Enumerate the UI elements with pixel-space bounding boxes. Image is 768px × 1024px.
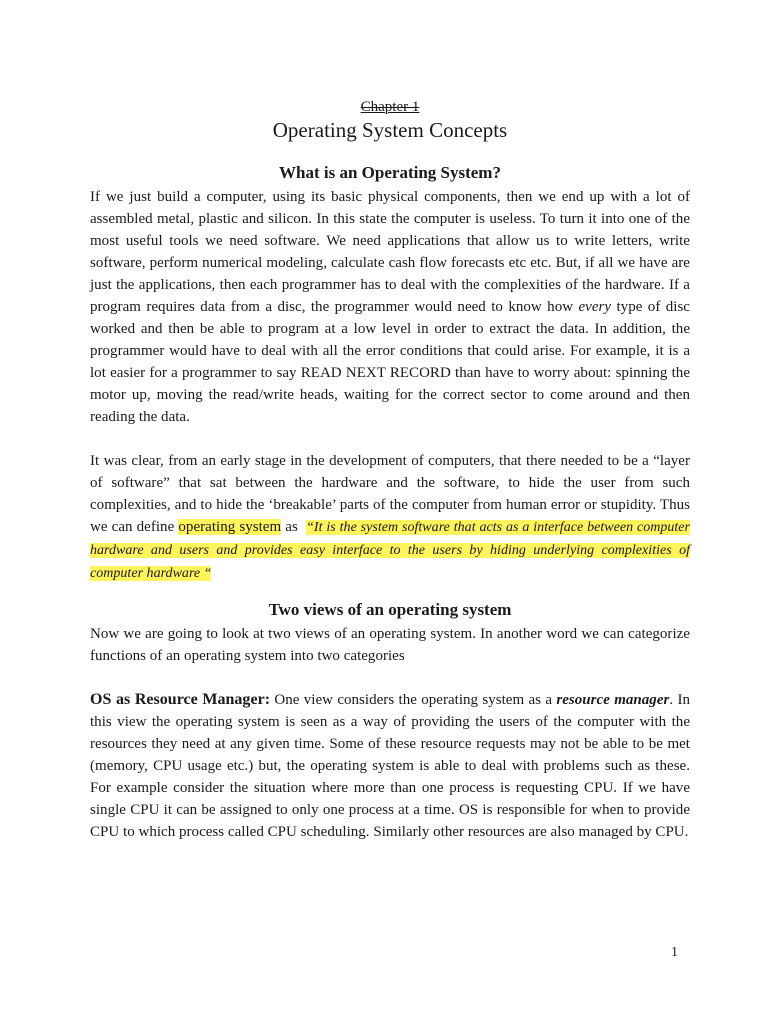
emphasis-resource-manager: resource manager: [556, 692, 670, 708]
resource-manager-body: . In this view the operating system is seen as a way of providing the users of the computer with the resources they need at any given time. Some of these resource requests may not be able to be met (memory, CPU usage etc.) but, the operating system is able to deal with problems such as these. For example consider the situation where more than one process is requesting CPU. If we have single CPU it can be assigned to only one process at a time. OS is responsible for when to provide CPU to which process called CPU scheduling. Similarly other resources are also managed by CPU.: [90, 692, 690, 840]
emphasis-every: every: [578, 299, 612, 315]
resource-manager-lead: One view considers the operating system as a: [274, 692, 553, 708]
term-os-resource-manager: OS as Resource Manager:: [90, 691, 271, 708]
highlight-definition: “It is the system software that acts as a interface between computer hardware and users and provides easy interface to the users by hiding underlying complexities of computer hardware “: [90, 520, 690, 581]
paragraph-definition-lead: It was clear, from an early stage in the development of computers, that there needed to be a “layer of software” that sat between the hardware and the software, to hide the user from such complexities, and to hide the ‘breakable’ parts of the computer from human error or stupidity. Thus we can define: [90, 453, 690, 535]
paragraph-two-views-intro: Now we are going to look at two views of an operating system. In another word we can categorize functions of an operating system into two categories: [90, 626, 690, 664]
section-heading-what-is-os: What is an Operating System?: [279, 163, 501, 182]
paragraph-definition: [90, 450, 690, 585]
document-title: Operating System Concepts: [272, 118, 508, 142]
paragraph-resource-manager: [90, 689, 690, 843]
page-number: 1: [671, 945, 678, 960]
highlight-operating-system: operating system: [178, 519, 282, 535]
paragraph-intro-part1: If we just build a computer, using its basic physical components, then we end up with a lot of assembled metal, plastic and silicon. In this state the computer is useless. To turn it into one of the most useful tools we need software. We need applications that allow us to write letters, write software, perform numerical modeling, calculate cash flow forecasts etc etc. But, if all we have are just the applications, then each programmer has to deal with the complexities of the hardware. If a program requires data from a disc, the programmer would need to know how: [90, 189, 690, 315]
chapter-label: Chapter 1: [360, 99, 420, 115]
paragraph-spacer: [90, 428, 690, 450]
connector-as: as: [285, 519, 298, 535]
section-heading-two-views: Two views of an operating system: [268, 600, 512, 619]
page-content: [90, 96, 690, 843]
paragraph-intro: [90, 186, 690, 428]
paragraph-spacer: [90, 667, 690, 689]
paragraph-intro-part2: type of disc worked and then be able to program at a low level in order to extract the data. In addition, the programmer would have to deal with all the error conditions that could arise. For example, it is a lot easier for a programmer to say READ NEXT RECORD than have to worry about: spinning the motor up, moving the read/write heads, waiting for the correct sector to come around and then reading the data.: [90, 299, 690, 425]
